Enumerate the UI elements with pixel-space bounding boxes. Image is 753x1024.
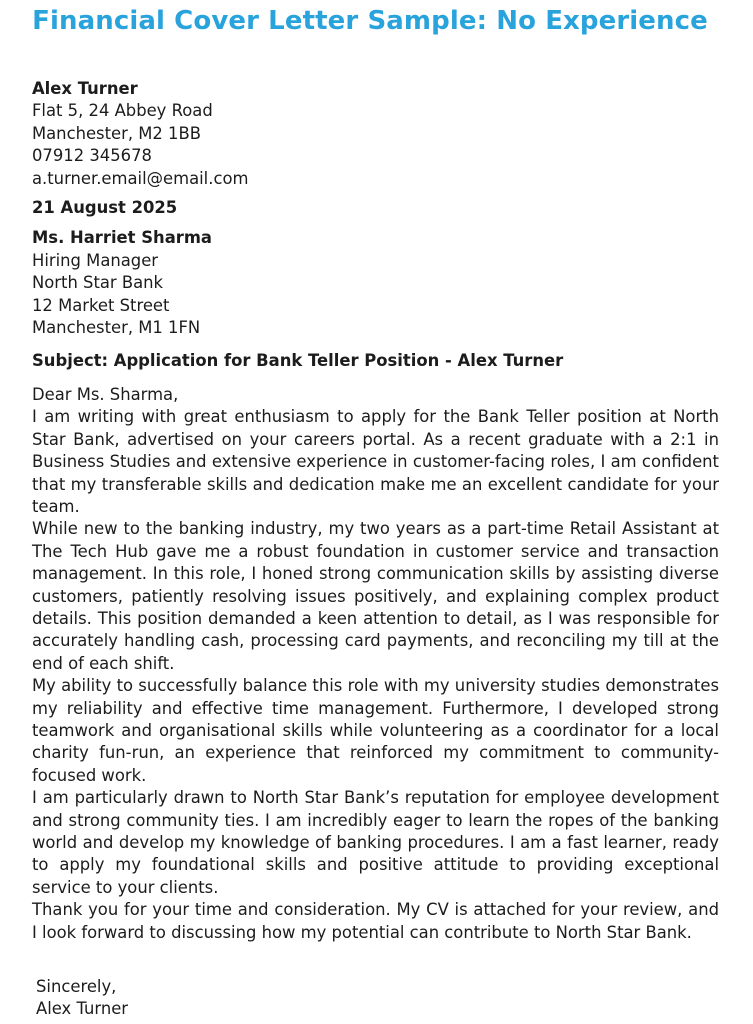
salutation: Dear Ms. Sharma, xyxy=(32,384,179,404)
sender-address-line1: Flat 5, 24 Abbey Road xyxy=(32,101,213,121)
sender-name: Alex Turner xyxy=(32,79,138,98)
sender-block xyxy=(32,78,719,190)
letter-body xyxy=(32,384,719,944)
recipient-city: Manchester, M1 1FN xyxy=(32,318,201,338)
closing: Sincerely, xyxy=(36,977,117,997)
body-paragraph-4: I am particularly drawn to North Star Bank’s reputation for employee development and strong community ties. I am incredibly eager to learn the ropes of the banking world and develop my knowledge of banking procedures. I am a fast learner, ready to apply my foundational skills and positive attitude to providing exceptional service to your clients. xyxy=(32,788,719,897)
recipient-street: 12 Market Street xyxy=(32,295,170,315)
sender-address-line2: Manchester, M2 1BB xyxy=(32,123,201,143)
body-paragraph-2: While new to the banking industry, my two years as a part-time Retail Assistant at The Tech Hub gave me a robust foundation in customer service and transaction management. In this role, I honed strong communication skills by assisting diverse customers, patiently resolving issues positively, and explaining complex product details. This position demanded a keen attention to detail, as I was responsible for accurately handling cash, processing card payments, and reconciling my till at the end of each shift. xyxy=(32,519,719,673)
sender-email: a.turner.email@email.com xyxy=(32,168,249,188)
subject-line: Subject: Application for Bank Teller Position - Alex Turner xyxy=(32,351,564,371)
body-paragraph-3: My ability to successfully balance this role with my university studies demonstrates my reliability and effective time management. Furthermore, I developed strong teamwork and organisational skills while volunteering as a coordinator for a local charity fun-run, an experience that reinforced my commitment to community-focused work. xyxy=(32,676,719,785)
body-paragraph-5: Thank you for your time and consideration. My CV is attached for your review, and I look forward to discussing how my potential can contribute to North Star Bank. xyxy=(32,900,719,942)
recipient-name: Ms. Harriet Sharma xyxy=(32,228,212,248)
document-title: Financial Cover Letter Sample: No Experience xyxy=(32,6,708,36)
recipient-title: Hiring Manager xyxy=(32,250,159,270)
signoff-block xyxy=(32,976,719,1021)
recipient-company: North Star Bank xyxy=(32,273,164,293)
cover-letter xyxy=(32,78,719,1021)
recipient-block xyxy=(32,227,719,339)
signature-name: Alex Turner xyxy=(36,999,129,1019)
body-paragraph-1: I am writing with great enthusiasm to apply for the Bank Teller position at North Star Bank, advertised on your careers portal. As a recent graduate with a 2:1 in Business Studies and extensive experience in customer-facing roles, I am confident that my transferable skills and dedication make me an excellent candidate for your team. xyxy=(32,407,719,516)
sender-phone: 07912 345678 xyxy=(32,146,152,166)
letter-date: 21 August 2025 xyxy=(32,198,178,218)
